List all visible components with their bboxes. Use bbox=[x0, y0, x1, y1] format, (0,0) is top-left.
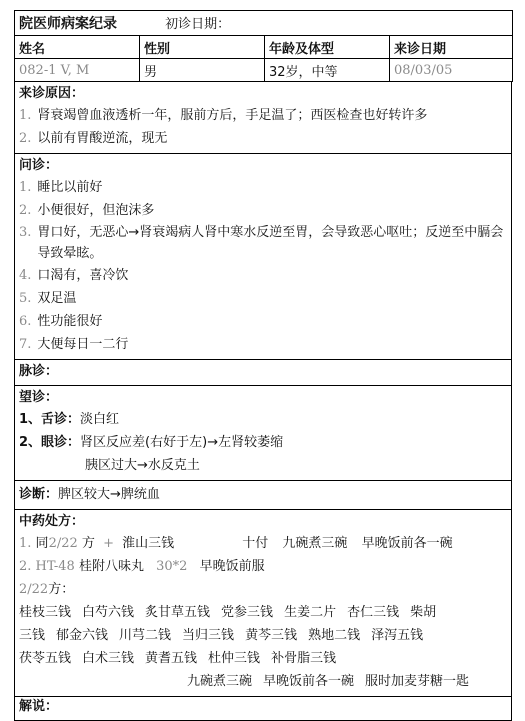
prescription-line-1 bbox=[19, 532, 507, 555]
item-number: 4. bbox=[19, 268, 32, 283]
rx-doses: 十付 bbox=[242, 536, 269, 551]
item-text: 口渴有，喜冷饮 bbox=[37, 268, 129, 283]
formula-date-line bbox=[19, 578, 507, 601]
eye-diagnosis-cont bbox=[19, 454, 507, 477]
rx-boil: 九碗煮三碗 bbox=[282, 536, 348, 551]
eye-diagnosis bbox=[19, 431, 507, 454]
herb: 郁金六钱 bbox=[56, 628, 109, 643]
herb: 白术三钱 bbox=[82, 651, 135, 666]
herb: 黄芩三钱 bbox=[245, 628, 298, 643]
diagnosis-line bbox=[19, 483, 507, 506]
prescription-section bbox=[14, 510, 512, 697]
diagnosis-title: 诊断： bbox=[19, 487, 59, 502]
herb: 补骨脂三钱 bbox=[271, 651, 337, 666]
herb: 杜仲三钱 bbox=[208, 651, 261, 666]
inquiry-item bbox=[19, 222, 507, 264]
eye-label: 2、眼诊： bbox=[19, 435, 81, 450]
item-number: 2. bbox=[19, 559, 32, 574]
herb: 熟地二钱 bbox=[308, 628, 361, 643]
pulse-section bbox=[14, 360, 512, 386]
item-number: 1. bbox=[19, 108, 32, 123]
prescription-line-2 bbox=[19, 555, 507, 578]
herb: 三钱 bbox=[19, 628, 46, 643]
item-number: 5. bbox=[19, 291, 32, 306]
title-cell bbox=[15, 11, 513, 36]
inquiry-title: 问诊： bbox=[19, 158, 59, 173]
inquiry-item bbox=[19, 333, 507, 356]
item-number: 2. bbox=[19, 131, 32, 146]
complaint-item bbox=[19, 104, 507, 127]
medical-record bbox=[14, 10, 512, 721]
eye-line-2: 胰区过大→水反克土 bbox=[85, 458, 200, 473]
herb: 白芍六钱 bbox=[82, 605, 135, 620]
instruction: 早晚饭前各一碗 bbox=[263, 674, 355, 689]
item-number: 1. bbox=[19, 536, 32, 551]
patient-age: 32岁，中等 bbox=[265, 59, 390, 82]
herb: 泽泻五钱 bbox=[371, 628, 424, 643]
visit-date: 08/03/05 bbox=[390, 59, 513, 82]
header-table bbox=[14, 10, 513, 82]
herb: 炙甘草五钱 bbox=[145, 605, 211, 620]
formula-label: 方： bbox=[48, 582, 75, 597]
item-number: 2. bbox=[19, 203, 32, 218]
prescription-title: 中药处方： bbox=[19, 514, 85, 529]
complaint-item bbox=[19, 127, 507, 150]
diagnosis-text: 脾区较大→脾统血 bbox=[58, 487, 160, 502]
plus-sign: + bbox=[103, 536, 114, 551]
eye-line-1: 肾区反应差(右好于左)→左肾较萎缩 bbox=[80, 435, 284, 450]
herb: 当归三钱 bbox=[182, 628, 235, 643]
herb-row bbox=[19, 624, 507, 647]
inquiry-item bbox=[19, 176, 507, 199]
explanation-section bbox=[14, 697, 512, 721]
item-text: 肾衰竭曾血液透析一年，服前方后，手足温了；西医检查也好转许多 bbox=[37, 108, 428, 123]
item-number: 3. bbox=[19, 225, 32, 240]
herb: 生姜二片 bbox=[284, 605, 337, 620]
item-text: 小便很好，但泡沫多 bbox=[37, 203, 155, 218]
info-value-row bbox=[15, 59, 513, 82]
tongue-label: 1、舌诊： bbox=[19, 412, 81, 427]
herb: 茯苓五钱 bbox=[19, 651, 72, 666]
header-name: 姓名 bbox=[15, 36, 140, 59]
herb: 柴胡 bbox=[410, 605, 437, 620]
item-text: 大便每日一二行 bbox=[37, 337, 129, 352]
explanation-title: 解说： bbox=[19, 699, 59, 714]
header-gender: 性别 bbox=[140, 36, 265, 59]
rx-pill: 桂附八味丸 bbox=[78, 559, 144, 574]
inquiry-item bbox=[19, 199, 507, 222]
herb: 杏仁三钱 bbox=[347, 605, 400, 620]
instructions-row bbox=[19, 670, 507, 693]
rx-take: 早晚饭前服 bbox=[199, 559, 265, 574]
inquiry-item bbox=[19, 287, 507, 310]
formula-date: 2/22 bbox=[19, 582, 49, 597]
rx-code: HT-48 bbox=[35, 559, 75, 574]
complaint-section bbox=[14, 82, 512, 154]
pulse-title: 脉诊： bbox=[19, 364, 59, 379]
rx-take: 早晚饭前各一碗 bbox=[361, 536, 453, 551]
herb: 党参三钱 bbox=[221, 605, 274, 620]
herb-row bbox=[19, 601, 507, 624]
header-date: 来诊日期 bbox=[390, 36, 513, 59]
herb: 黄耆五钱 bbox=[145, 651, 198, 666]
diagnosis-section bbox=[14, 481, 512, 510]
rx-same: 同 bbox=[35, 536, 49, 551]
item-number: 6. bbox=[19, 314, 32, 329]
herb: 桂枝三钱 bbox=[19, 605, 72, 620]
title-row bbox=[15, 11, 513, 36]
first-visit-label: 初诊日期： bbox=[165, 17, 231, 32]
header-age: 年龄及体型 bbox=[265, 36, 390, 59]
item-number: 7. bbox=[19, 337, 32, 352]
patient-id: 082-1 V, M bbox=[15, 59, 140, 82]
rx-formula: 方 bbox=[81, 536, 95, 551]
instruction: 九碗煮三碗 bbox=[187, 674, 253, 689]
patient-gender: 男 bbox=[140, 59, 265, 82]
tongue-text: 淡白红 bbox=[80, 412, 120, 427]
inquiry-section bbox=[14, 154, 512, 360]
item-text: 以前有胃酸逆流，现无 bbox=[37, 131, 168, 146]
rx-date: 2/22 bbox=[48, 536, 78, 551]
item-text: 睡比以前好 bbox=[37, 180, 103, 195]
herb: 川芎二钱 bbox=[119, 628, 172, 643]
rx-dose: 30*2 bbox=[156, 559, 188, 574]
inquiry-item bbox=[19, 310, 507, 333]
info-header-row bbox=[15, 36, 513, 59]
instruction: 服时加麦芽糖一匙 bbox=[365, 674, 470, 689]
complaint-title: 来诊原因： bbox=[19, 86, 85, 101]
record-title: 院医师病案纪录 bbox=[19, 16, 117, 32]
item-text: 性功能很好 bbox=[37, 314, 103, 329]
observation-section bbox=[14, 386, 512, 481]
item-text: 胃口好，无恶心→肾衰竭病人肾中寒水反逆至胃，会导致恶心呕吐；反逆至中膈会导致晕眩。 bbox=[37, 225, 504, 261]
tongue-diagnosis bbox=[19, 408, 507, 431]
observation-title: 望诊： bbox=[19, 390, 59, 405]
inquiry-item bbox=[19, 264, 507, 287]
rx-herb: 淮山三钱 bbox=[122, 536, 175, 551]
item-number: 1. bbox=[19, 180, 32, 195]
item-text: 双足温 bbox=[37, 291, 77, 306]
